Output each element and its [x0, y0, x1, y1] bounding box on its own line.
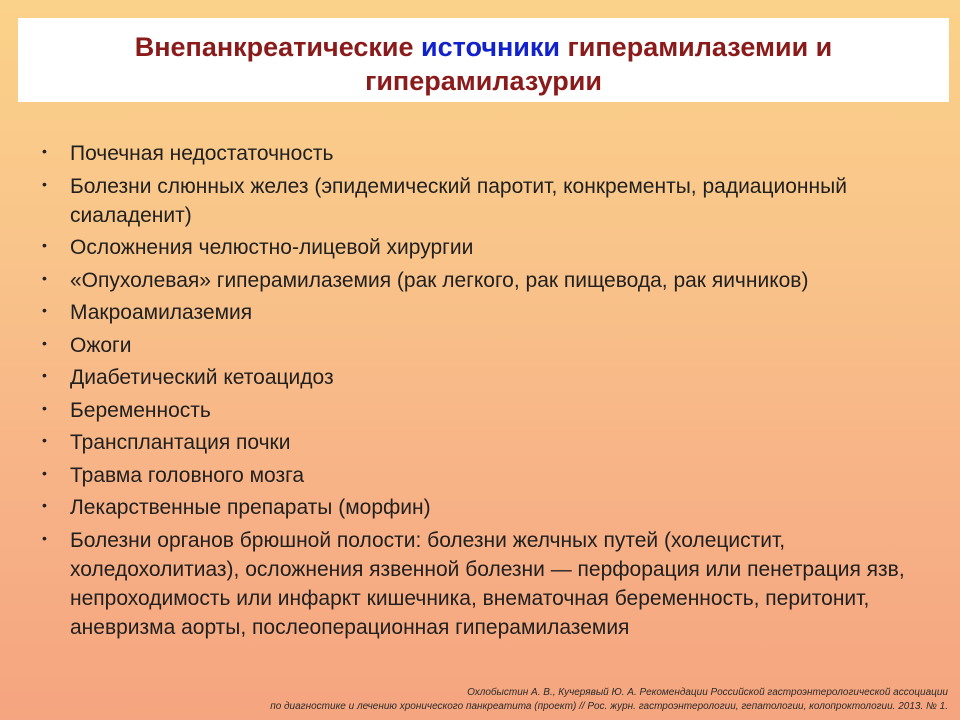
- list-item-text: Лекарственные препараты (морфин): [70, 496, 431, 519]
- bullet-icon: •: [42, 237, 47, 253]
- list-item-text: Диабетический кетоацидоз: [70, 366, 334, 389]
- bullet-icon: •: [42, 269, 47, 286]
- list-item: [40, 172, 930, 230]
- bullet-icon: •: [42, 529, 47, 546]
- footnote: [270, 686, 948, 714]
- title-word-2: источники: [421, 32, 561, 62]
- list-item: [40, 266, 930, 295]
- bullet-list: [40, 139, 930, 645]
- list-item: [40, 428, 930, 457]
- list-item: [40, 363, 930, 392]
- list-item-text: «Опухолевая» гиперамилаземия (рак легкого, рак пищевода, рак яичников): [70, 268, 809, 292]
- list-item-text: Беременность: [70, 398, 211, 422]
- list-item-text: Осложнения челюстно-лицевой хирургии: [70, 236, 474, 259]
- title-word-1: Внепанкреатические: [134, 32, 414, 62]
- list-item: [40, 298, 930, 327]
- bullet-icon: •: [42, 143, 47, 159]
- list-item: [40, 493, 930, 522]
- list-item: [40, 139, 930, 168]
- title-word-3: гиперамилаземии и: [567, 32, 833, 62]
- bullet-icon: •: [42, 334, 47, 351]
- bullet-icon: •: [42, 175, 47, 192]
- list-item-text: Макроамилаземия: [70, 301, 253, 324]
- list-item-text: Ожоги: [70, 333, 132, 357]
- title-box: [18, 18, 949, 102]
- footnote-line-2: по диагностике и лечению хронического панкреатита (проект) // Рос. журн. гастроэнтерологии, гепатологии, колопроктологии. 2013. № 1.: [270, 701, 948, 712]
- title-line-2: гиперамилазурии: [365, 66, 602, 96]
- list-item-text: Болезни органов брюшной полости: болезни желчных путей (холецистит, холедохолитиаз), осложнения язвенной болезни — перфорация или пенетрация язв, непроходимость или инфаркт кишечника, внематочная беременность, перитонит, аневризма аорты, послеоперационная гиперамилаземия: [70, 528, 905, 639]
- bullet-icon: •: [42, 464, 47, 481]
- bullet-icon: •: [42, 367, 47, 383]
- bullet-icon: •: [42, 432, 47, 448]
- list-item-text: Болезни слюнных желез (эпидемический паротит, конкременты, радиационный сиаладенит): [70, 174, 847, 227]
- title-line-1: [18, 30, 949, 64]
- list-item: [40, 461, 930, 490]
- footnote-line-1: Охлобыстин А. В., Кучерявый Ю. А. Рекомендации Российской гастроэнтерологической ассоциации: [467, 687, 948, 698]
- list-item: [40, 331, 930, 360]
- list-item-text: Почечная недостаточность: [70, 142, 334, 165]
- bullet-icon: •: [42, 497, 47, 513]
- list-item: [40, 526, 930, 642]
- list-item: [40, 233, 930, 262]
- bullet-icon: •: [42, 302, 47, 318]
- bullet-icon: •: [42, 399, 47, 416]
- list-item-text: Травма головного мозга: [70, 463, 304, 487]
- list-item: [40, 396, 930, 425]
- list-item-text: Трансплантация почки: [70, 431, 291, 454]
